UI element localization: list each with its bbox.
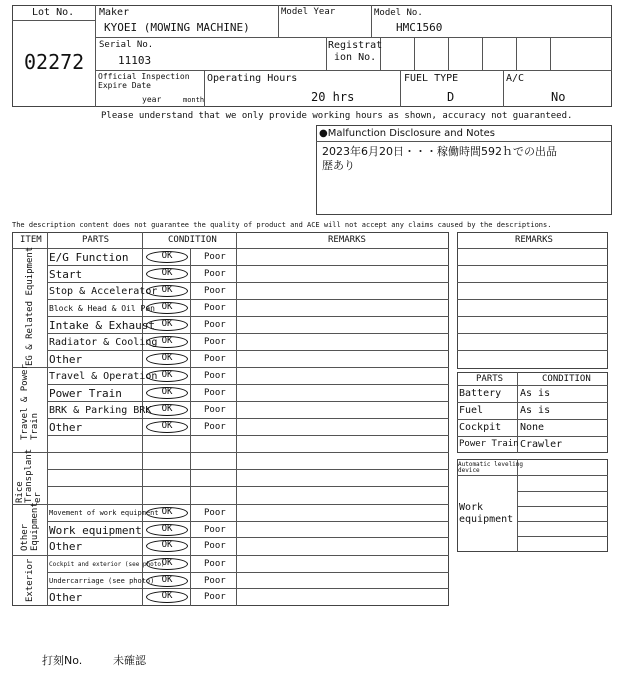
poor-option[interactable]: Poor <box>204 252 226 262</box>
ok-circle[interactable]: OK <box>146 591 188 603</box>
part-label: Undercarriage (see photo) <box>49 577 155 585</box>
ok-circle[interactable]: OK <box>146 336 188 348</box>
part-label: Travel & Operation <box>49 371 158 382</box>
part-label: Other <box>49 353 83 366</box>
poor-option[interactable]: Poor <box>204 525 226 535</box>
maker-label: Maker <box>99 7 130 18</box>
part-label: Cockpit and exterior (see photo) <box>49 561 165 568</box>
part-label: E/G Function <box>49 251 129 264</box>
ok-circle[interactable]: OK <box>146 507 188 519</box>
auto-leveling-label-2: device <box>458 467 480 474</box>
group-label-travel-1: Travel & Power <box>20 364 30 440</box>
part-label: Other <box>49 591 83 604</box>
part-label: Movement of work equipment <box>49 509 159 517</box>
column-item: ITEM <box>20 235 42 245</box>
ac-label: A/C <box>506 73 525 84</box>
ok-circle[interactable]: OK <box>146 387 188 399</box>
part-label: Radiator & Cooling <box>49 337 158 348</box>
ok-circle[interactable]: OK <box>146 319 188 331</box>
group-label-rice-3: er <box>33 492 43 503</box>
ok-circle[interactable]: OK <box>146 268 188 280</box>
part-label: Intake & Exhaust <box>49 319 155 332</box>
ok-circle[interactable]: OK <box>146 370 188 382</box>
operating-hours-value: 20 hrs <box>311 90 355 104</box>
poor-option[interactable]: Poor <box>204 354 226 364</box>
part-label: Other <box>49 540 83 553</box>
ok-circle[interactable]: OK <box>146 302 188 314</box>
group-label-eg: EG & Related Equipment <box>25 246 35 366</box>
auto-leveling-label-1: Automatic leveling <box>458 461 524 468</box>
work-equipment-label-2: equipment <box>459 514 514 525</box>
part-cockpit: Cockpit <box>459 422 502 433</box>
poor-option[interactable]: Poor <box>204 576 226 586</box>
ok-circle[interactable]: OK <box>146 524 188 536</box>
stamp-no-value: 未確認 <box>113 654 146 667</box>
poor-option[interactable]: Poor <box>204 508 226 518</box>
poor-option[interactable]: Poor <box>204 405 226 415</box>
group-label-other-1: Other <box>20 523 30 551</box>
work-equipment-label-1: Work <box>459 502 484 513</box>
part-label: Work equipment <box>49 524 142 537</box>
group-label-travel-2: Train <box>30 412 40 440</box>
poor-option[interactable]: Poor <box>204 422 226 432</box>
condition-battery: As is <box>520 388 551 399</box>
model-year-label: Model Year <box>281 7 336 17</box>
poor-option[interactable]: Poor <box>204 303 226 313</box>
part-battery: Battery <box>459 388 502 399</box>
poor-option[interactable]: Poor <box>204 559 226 569</box>
ok-circle[interactable]: OK <box>146 251 188 263</box>
fuel-type-label: FUEL TYPE <box>404 73 459 84</box>
poor-option[interactable]: Poor <box>204 269 226 279</box>
group-label-exterior: Exterior <box>25 558 35 602</box>
registration-label-line1: Registrat <box>328 40 383 51</box>
poor-option[interactable]: Poor <box>204 388 226 398</box>
year-label: year <box>142 95 162 104</box>
ok-circle[interactable]: OK <box>146 353 188 365</box>
ok-circle[interactable]: OK <box>146 285 188 297</box>
lot-no-value: 02272 <box>24 50 85 74</box>
poor-option[interactable]: Poor <box>204 592 226 602</box>
group-label-rice-2: Transplant <box>24 448 34 503</box>
part-label: Block & Head & Oil Pan <box>49 304 155 313</box>
right-remarks-box <box>457 232 608 369</box>
ok-circle[interactable]: OK <box>146 421 188 433</box>
part-label: Other <box>49 421 83 434</box>
inspection-label-line2: Expire Date <box>98 81 151 90</box>
serial-no-label: Serial No. <box>99 40 154 50</box>
ok-circle[interactable]: OK <box>146 558 188 570</box>
stamp-no-label: 打刻No. <box>42 654 83 667</box>
right-remarks-title: REMARKS <box>515 235 553 245</box>
inspection-label-line1: Official Inspection <box>98 72 190 81</box>
fuel-type-value: D <box>447 90 455 104</box>
model-no-value: HMC1560 <box>396 21 443 34</box>
condition-fuel: As is <box>520 405 551 416</box>
poor-option[interactable]: Poor <box>204 286 226 296</box>
registration-label-line2: ion No. <box>334 52 377 63</box>
serial-no-value: 11103 <box>118 54 152 67</box>
part-label: BRK & Parking BRK <box>49 405 152 416</box>
part-power-train: Power Train <box>459 439 519 449</box>
part-fuel: Fuel <box>459 405 484 416</box>
ok-circle[interactable]: OK <box>146 575 188 587</box>
description-notice: The description content does not guarantee the quality of product and ACE will not accept any claims caused by the descriptions. <box>12 221 552 229</box>
group-label-other-2: Equipment <box>30 502 40 551</box>
column-condition: CONDITION <box>168 235 217 245</box>
condition-header: CONDITION <box>542 374 591 384</box>
parts-header: PARTS <box>476 374 504 384</box>
condition-power-train: Crawler <box>520 439 563 450</box>
month-label: month <box>183 96 205 104</box>
malfunction-note-line2: 歴あり <box>322 159 355 172</box>
poor-option[interactable]: Poor <box>204 541 226 551</box>
column-parts: PARTS <box>82 235 110 245</box>
part-label: Power Train <box>49 387 122 400</box>
part-label: Start <box>49 268 83 281</box>
malfunction-title: ●Malfunction Disclosure and Notes <box>319 128 496 139</box>
ok-circle[interactable]: OK <box>146 540 188 552</box>
ac-value: No <box>551 90 566 104</box>
poor-option[interactable]: Poor <box>204 320 226 330</box>
operating-hours-label: Operating Hours <box>207 73 298 84</box>
lot-no-label: Lot No. <box>32 7 75 18</box>
poor-option[interactable]: Poor <box>204 337 226 347</box>
maker-value: KYOEI (MOWING MACHINE) <box>104 21 250 34</box>
poor-option[interactable]: Poor <box>204 371 226 381</box>
model-no-label: Model No. <box>374 8 423 18</box>
column-remarks: REMARKS <box>328 235 366 245</box>
hours-notice: Please understand that we only provide working hours as shown, accuracy not guaranteed. <box>101 111 573 121</box>
ok-circle[interactable]: OK <box>146 404 188 416</box>
malfunction-note-line1: 2023年6月20日・・・稼働時間592ｈでの出品 <box>322 145 557 158</box>
condition-cockpit: None <box>520 422 545 433</box>
group-label-rice-1: Rice <box>15 481 25 503</box>
part-label: Stop & Accelerator <box>49 286 158 297</box>
